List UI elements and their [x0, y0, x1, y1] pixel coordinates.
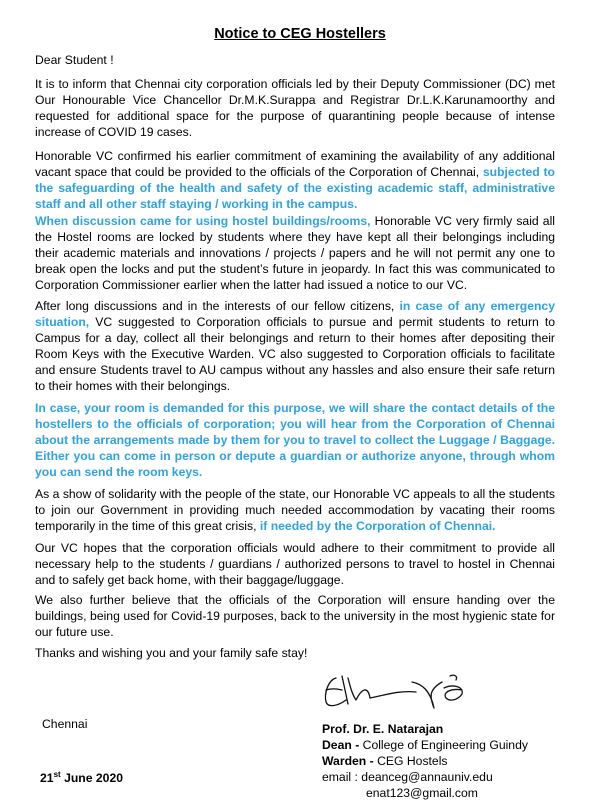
date-label: [40, 770, 123, 786]
paragraph-6-text: As a show of solidarity with the people of the state, our Honorable VC appeals to all the students to join our Government in providing much needed accommodation by vacating their rooms temporarily in the time of this great crisis,: [35, 487, 555, 533]
paragraph-4-text-a: After long discussions and in the interests of our fellow citizens,: [35, 299, 400, 313]
paragraph-5-highlight: In case, your room is demanded for this purpose, we will share the contact details of the hostellers to the officials of corporation; you will hear from the Corporation of Chennai about the arrangements made by them for you to travel to collect the Luggage / Baggage. Either you can come in person or depute a guardian or authorize anyone, through whom you can send the room keys.: [35, 401, 555, 479]
dean-line: [322, 737, 528, 753]
place-label: Chennai: [42, 717, 88, 731]
email-primary-link[interactable]: deanceg@annauniv.edu: [361, 770, 493, 784]
warden-value: CEG Hostels: [377, 754, 448, 768]
paragraph-7: Our VC hopes that the corporation officials would adhere to their commitment to provide all necessary help to the students / guardians / authorized persons to travel to hostel in Chennai and to safely get back home, with their baggage/luggage.: [35, 541, 555, 587]
warden-label: Warden -: [322, 754, 378, 768]
paragraph-8: We also further believe that the officials of the Corporation will ensure handing over the buildings, being used for Covid-19 purposes, back to the university in the most hygienic state for our future use.: [35, 593, 555, 639]
paragraph-2: [35, 148, 555, 212]
paragraph-4: [35, 298, 555, 394]
signer-block: [322, 721, 528, 801]
signer-name: Prof. Dr. E. Natarajan: [322, 722, 444, 736]
date-day: 21: [40, 771, 54, 785]
paragraph-6: [35, 486, 555, 534]
paragraph-2-text: Honorable VC confirmed his earlier commitment of examining the availability of any additional vacant space that could be provided to the officials of the Corporation of Chennai,: [35, 149, 555, 179]
dean-value: College of Engineering Guindy: [362, 738, 528, 752]
date-month-year: June 2020: [60, 771, 124, 785]
signature-image: [312, 668, 492, 716]
salutation: Dear Student !: [35, 53, 114, 67]
paragraph-4-text-b: VC suggested to Corporation officials to pursue and permit students to return to Campus for a day, collect all their belongings and return to their homes after depositing their Room Keys with the Executive Warden. VC also suggested to Corporation officials to facilitate and ensure Students travel to AU campus without any hassles and also ensure their safe return to their homes with their belongings.: [35, 315, 555, 393]
email-secondary-link[interactable]: enat123@gmail.com: [366, 786, 478, 800]
dean-label: Dean -: [322, 738, 363, 752]
paragraph-4-highlight: in case of any emergency situation,: [35, 299, 555, 329]
warden-line: [322, 753, 528, 769]
paragraph-2-highlight: subjected to the safeguarding of the health and safety of the existing academic staff, administrative staff and all other staff staying / working in the campus.: [35, 165, 555, 211]
notice-title: Notice to CEG Hostellers: [214, 26, 386, 42]
paragraph-3-text: Honorable VC very firmly said all the Hostel rooms are locked by students where they have kept all their belongings including their academic materials and innovations / projects / papers and he will not permit any one to break open the locks and put the student’s future in jeopardy. In fact this was communicated to Corporation Commissioner earlier when the latter had issued a notice to our VC.: [35, 214, 555, 292]
paragraph-3: [35, 213, 555, 293]
paragraph-6-highlight: if needed by the Corporation of Chennai.: [259, 519, 496, 533]
paragraph-3-highlight: When discussion came for using hostel buildings/rooms,: [35, 214, 375, 228]
email-line-1: [322, 769, 528, 785]
date-suffix: st: [53, 769, 61, 779]
email-label: email :: [322, 770, 362, 784]
paragraph-1: It is to inform that Chennai city corporation officials led by their Deputy Commissioner (DC) met Our Honourable Vice Chancellor Dr.M.K.Surappa and Registrar Dr.L.K.Karunamoorthy and requested for additional space for the purpose of quarantining people because of intense increase of COVID 19 cases.: [35, 77, 555, 139]
paragraph-9: Thanks and wishing you and your family safe stay!: [35, 646, 308, 660]
